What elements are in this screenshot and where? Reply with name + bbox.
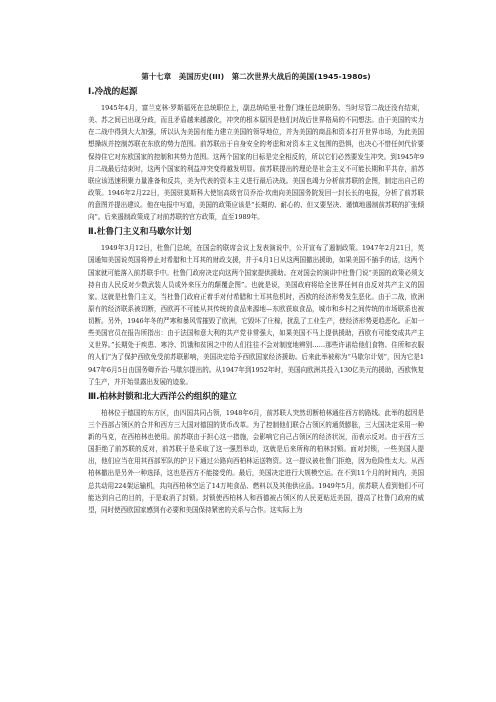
section-heading-cold-war-origins: Ⅰ.冷战的起源: [88, 87, 138, 97]
section-1-paragraph: 1945年4月，富兰克林·罗斯福死在总统职位上，副总统哈里·杜鲁门继任总统职务。当时尽管二战还没有结束，美、苏之间已出现分歧，而且矛盾越来越激化，冲突的根本原因是他们对战后世界格局的不同想法。由于美国的实力在二战中得到大大加强，所以认为美国有能力建立美国的领导地位，并为美国的商品和资本打开世界市场，为此美国想操纵并控制苏联在东欧的势力范围。前苏联出于自身安全的考虑和对资本主义包围的恐惧，也决心不惜任何代价要保持住它对东欧国家的控制和其势力范围。这两个国家的目标是完全相反的，所以它们必然要发生冲突。到1945年9月二战最后结束时，这两个国家的利益冲突变得越发明显。前苏联提出的理论是社会主义不可能长期和平共存，前苏联应该迅速积聚力量准备和反共，美为代表的资本主义进行最后决战。美国也竭力分析前苏联的企图，制定出自己的政策。1946年2月22日，美国驻莫斯科大使馆高级官员乔治·坎南向美国国务院发回一封长长的电报，分析了前苏联的意图并提出建议。他在电报中写道，美国的政策应该是“长期的、耐心的、但又要坚决、谨慎地遏制前苏联的扩张倾向”。后来遏制政策成了对前苏联的官方政策，直至1989年。: [88, 104, 424, 222]
section-heading-truman-marshall: Ⅱ.杜鲁门主义和马歇尔计划: [88, 227, 192, 238]
section-heading-berlin-nato: Ⅲ.柏林封锁和北大西洋公约组织的建立: [88, 391, 237, 402]
section-3-paragraph: 柏林位于德国的东方区，由四国共同占领，1948年6月，前苏联人突然切断柏林通往西方的路线。此举的起因是三个西部占领区的合并和西方三大国对德国的货币改革。为了控制他们联合占领区的通货膨胀，三大国决定采用一种新的马克，在西柏林也使用。前苏联由于担心这一措施，会影响它自己占领区的经济状况，而表示反对。由于西方三国拒绝了前苏联的反对，前苏联于是采取了这一强烈举动，这就是后来所称的柏林封锁。面对封锁，一些美国人提出，他们应当在用其西部军队的护卫下通过公路向西柏林运送物资。这一提议被杜鲁门拒绝，因为危险性太大。从西柏林撤出是另外一种选择，这也是西方不能接受的。最后，美国决定进行大规模空运。在不到11个月的时间内，美国总共动用224架运输机，共向西柏林空运了14万吨食品、燃料以及其他供应品。1949年5月，前苏联人看到他们不可能达到自己的目的，于是取消了封锁。封锁使西柏林人和西德被占领区的人民更贴近美国，提高了杜鲁门政府的威望，同时使西欧国家感到有必要和美国保持紧密的关系与合作。这实际上为: [88, 408, 424, 514]
chapter-title: 第十七章 美国历史(III) 第二次世界大战后的美国(1945-1980s): [141, 72, 371, 81]
section-2-paragraph: 1949年3月12日，杜鲁门总统，在国会的联席会议上发表演说中，公开宣布了遏制政策。1947年2月21日，英国通知美国说英国将停止对希腊和土耳其的财政支援，并于4月1日从这两国撤出援助，如果美国不插手的话，这两个国家就可能落入前苏联手中。杜鲁门政府决定向这两个国家提供援助。在对国会的演讲中杜鲁门说“美国的政策必须支持自由人民反对少数武装人员或外来压力的颠覆企图”。也就是说，美国政府将给全世界任何自由反对共产主义的国家。这就是杜鲁门主义，当杜鲁门政府正着手对付希腊和土耳其危机时，西欧的经济形势发生恶化。由于二战，欧洲原有的经济联系被切断，西欧再不可能从其传统的食品来源地—东欧获取食品，城市和乡村之间传统的市场联系也被切断。另外，1946年冬的严寒和暴风雪摧毁了欧洲，它毁坏了庄稼，扰乱了工业生产，使经济形势更趋恶化。正如一些美国官员在报告所指出：由于法国和意大利的共产党非常强大，如果美国不马上提供援助，西欧有可能变成共产主义世界。”长期处于疾患、寒冷、饥饿和贫困之中的人们往往不会对制度地辨别……那些许诺给他们食物、住所和衣服的人们”为了保护西欧免受前苏联影响，美国决定给予西欧国家经济援助。后来此举被称为“马歇尔计划”，因为它是1947年6月5日由国务卿乔治·马歇尔提出的。从1947年到1952年时，美国向欧洲共投入130亿美元的援助，西欧恢复了生产，并开始显露出发展的迹象。: [88, 244, 424, 386]
document-page: [88, 71, 424, 516]
